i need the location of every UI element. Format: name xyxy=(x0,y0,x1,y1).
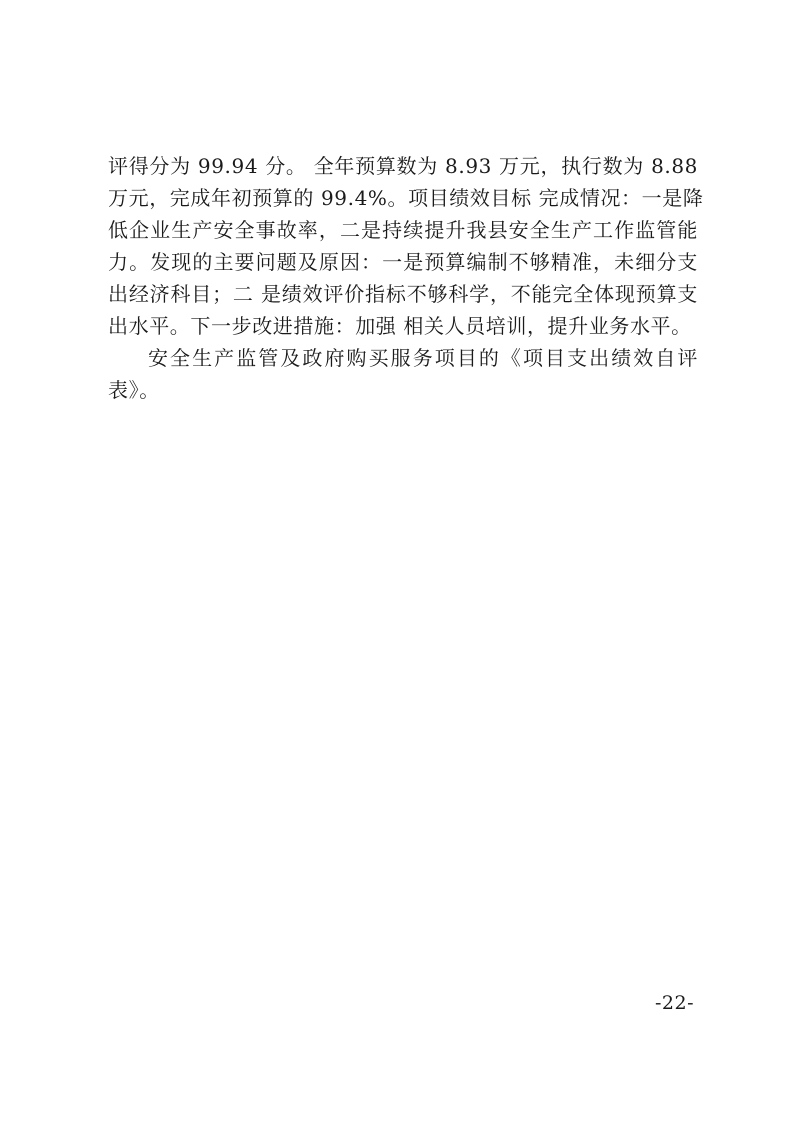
paragraph-line: 出经济科目；二 是绩效评价指标不够科学，不能完全体现预算支 xyxy=(108,282,698,306)
paragraph-line: 低企业生产安全事故率，二是持续提升我县安全生产工作监管能 xyxy=(108,218,698,242)
paragraph-1 xyxy=(108,150,704,342)
paragraph-line: 出水平。下一步改进措施：加强 相关人员培训，提升业务水平。 xyxy=(108,314,692,338)
page-number: -22- xyxy=(655,992,695,1014)
paragraph-2 xyxy=(108,342,698,406)
paragraph-line: 万元，完成年初预算的 99.4%。项目绩效目标 完成情况：一是降 xyxy=(108,186,704,210)
paragraph-line: 安全生产监管及政府购买服务项目的《项目支出绩效自评 xyxy=(148,346,698,370)
paragraph-line: 评得分为 99.94 分。 全年预算数为 8.93 万元，执行数为 8.88 xyxy=(108,154,698,178)
paragraph-line: 力。发现的主要问题及原因：一是预算编制不够精准，未细分支 xyxy=(108,250,698,274)
body-text xyxy=(108,150,704,406)
paragraph-line: 表》。 xyxy=(108,378,160,402)
